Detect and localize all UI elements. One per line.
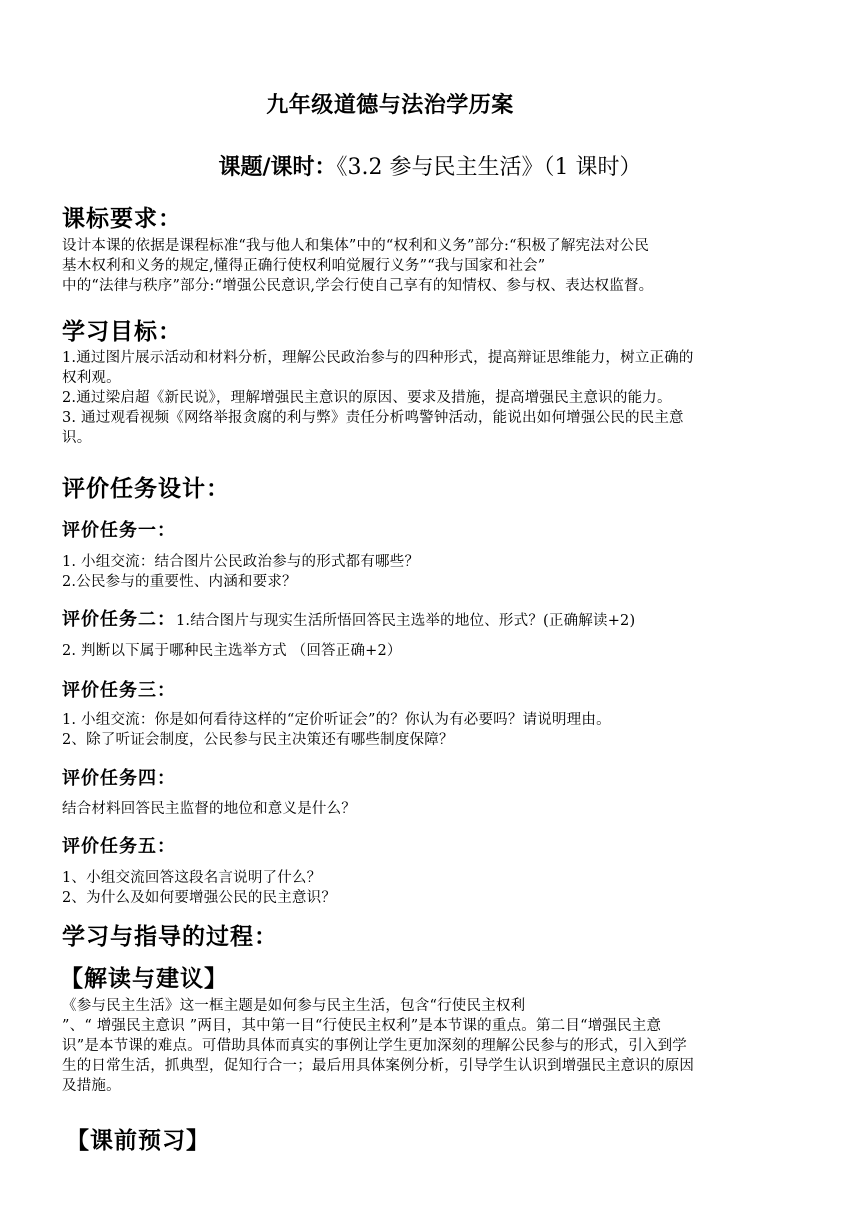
paragraph-line: 3. 通过观看视频《网络举报贪腐的利与弊》责任分析鸣警钟活动，能说出如何增强公民的民主意	[62, 410, 684, 426]
paragraph-line: 1.通过图片展示活动和材料分析，理解公民政治参与的四种形式，提高辩证思维能力，树立正确的	[62, 350, 694, 366]
paragraph-line: 2.通过梁启超《新民说》，理解增强民主意识的原因、要求及措施，提高增强民主意识的能力。	[62, 390, 672, 406]
paragraph-line: 识”是本节课的难点。可借助具体而真实的事例让学生更加深刻的理解公民参与的形式，引入到学	[62, 1038, 688, 1054]
interpretation-paragraph	[62, 996, 802, 1096]
objectives-heading: 学习目标：	[62, 319, 182, 345]
task2-paragraph	[62, 641, 802, 661]
task2-inline-text: 1.结合图片与现实生活所悟回答民主选举的地位、形式？(正确解读+2)	[176, 613, 636, 629]
paragraph-line: 《参与民主生活》这一框主题是如何参与民主生活，包含“行使民主权利	[62, 998, 526, 1014]
paragraph-line: 中的“法律与秩序”部分:“增强公民意识,学会行使自己享有的知情权、参与权、表达权监督。	[62, 278, 654, 294]
task4-heading: 评价任务四：	[62, 768, 176, 789]
paragraph-line: 结合材料回答民主监督的地位和意义是什么？	[62, 801, 356, 817]
paragraph-line: 设计本课的依据是课程标准“我与他人和集体”中的“权利和义务”部分:“积极了解宪法对公民	[62, 238, 650, 254]
task3-heading: 评价任务三：	[62, 680, 176, 701]
lesson-subtitle	[60, 150, 800, 181]
interpretation-heading: 【解读与建议】	[60, 966, 228, 992]
paragraph-line: 1. 小组交流：结合图片公民政治参与的形式都有哪些？	[62, 554, 420, 570]
paragraph-line: 2. 判断以下属于哪种民主选举方式 （回答正确+2）	[62, 643, 402, 659]
paragraph-line: 2、为什么及如何要增强公民的民主意识？	[62, 890, 337, 906]
paragraph-line: 基木权利和义务的规定,懂得正确行使权利咱觉履行义务”“我与国家和社会”	[62, 258, 546, 274]
paragraph-line: 2.公民参与的重要性、内涵和要求？	[62, 574, 297, 590]
task5-paragraph	[62, 868, 802, 908]
task4-paragraph	[62, 799, 802, 819]
document-title: 九年级道德与法治学历案	[266, 93, 514, 118]
paragraph-line: 2、除了听证会制度，公民参与民主决策还有哪些制度保障？	[62, 732, 454, 748]
task1-paragraph	[62, 552, 802, 592]
task2-heading	[62, 605, 635, 631]
paragraph-line: 及措施。	[62, 1078, 121, 1094]
objectives-paragraph	[62, 348, 802, 448]
assessment-heading: 评价任务设计：	[62, 476, 230, 502]
lesson-subtitle-label: 课题/课时：	[218, 155, 337, 180]
paragraph-line: 1、小组交流回答这段名言说明了什么？	[62, 870, 322, 886]
process-heading: 学习与指导的过程：	[62, 924, 278, 950]
lesson-subtitle-value: 《3.2 参与民主生活》（1 课时）	[336, 155, 642, 180]
paragraph-line: 生的日常生活，抓典型，促知行合一；最后用具体案例分析，引导学生认识到增强民主意识的原因	[62, 1058, 695, 1074]
task2-heading-label: 评价任务二：	[62, 609, 176, 630]
task3-paragraph	[62, 710, 802, 750]
preview-heading: 【课前预习】	[66, 1128, 210, 1154]
paragraph-line: 1. 小组交流：你是如何看待这样的“定价听证会”的？你认为有必要吗？请说明理由。	[62, 712, 611, 728]
paragraph-line: 权利观。	[62, 370, 121, 386]
task1-heading: 评价任务一：	[62, 520, 176, 541]
paragraph-line: 识。	[62, 430, 92, 446]
task5-heading: 评价任务五：	[62, 836, 176, 857]
curriculum-heading: 课标要求：	[62, 206, 182, 232]
curriculum-paragraph	[62, 236, 802, 296]
paragraph-line: ”、“ 增强民主意识 ”两目，其中第一目“行使民主权利”是本节课的重点。第二目“增强民主意	[62, 1018, 662, 1034]
